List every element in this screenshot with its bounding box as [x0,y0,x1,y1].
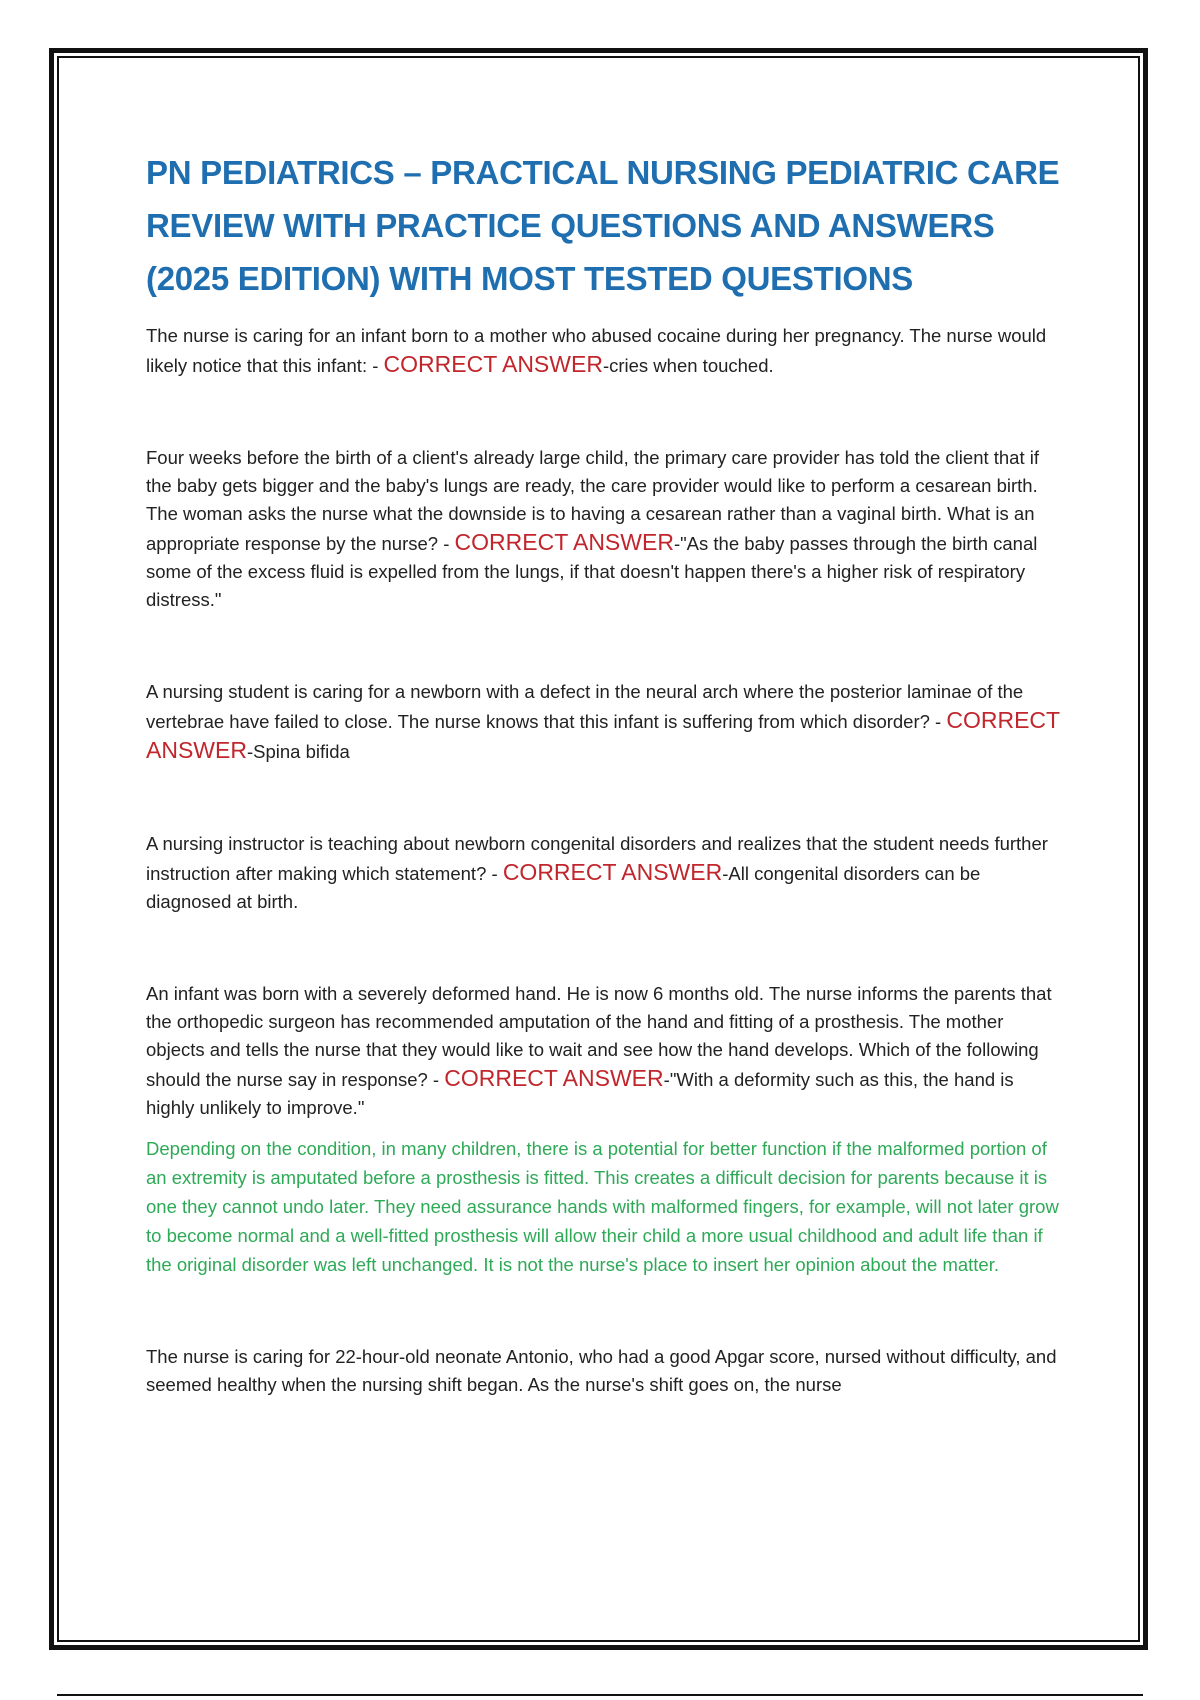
correct-answer-label: CORRECT ANSWER [146,707,1060,763]
question-5: An infant was born with a severely deformed hand. He is now 6 months old. The nurse informs the parents that the orthopedic surgeon has recommended amputation of the hand and fitting of a prosthesis. The mother objects and tells the nurse that they would like to wait and see how the hand develops. Which of the following should the nurse say in response? - CORRECT ANSWER-"With a deformity such as this, the hand is highly unlikely to improve." [146,983,1052,1118]
footer-rule [57,1694,1143,1696]
correct-answer-label: CORRECT ANSWER [454,529,674,555]
question-1-text: The nurse is caring for an infant born to a mother who abused cocaine during her pregnancy. The nurse would likely notice that this infant: [146,325,1047,376]
question-6 [146,1343,1061,1399]
question-3-answer: Spina bifida [253,741,350,762]
document-title: PN PEDIATRICS – PRACTICAL NURSING PEDIATRIC CARE REVIEW WITH PRACTICE QUESTIONS AND ANSWERS (2025 EDITION) WITH MOST TESTED QUESTIONS [146,154,1060,297]
question-5-explanation: Depending on the condition, in many children, there is a potential for better function if the malformed portion of an extremity is amputated before a prosthesis is fitted. This creates a difficult decision for parents because it is one they cannot undo later. They need assurance hands with malformed fingers, for example, will not later grow to become normal and a well-fitted prosthesis will allow their child a more usual childhood and adult life than if the original disorder was left unchanged. It is not the nurse's place to insert her opinion about the matter. [146,1138,1059,1275]
document-content [146,146,1061,1399]
question-6-text: The nurse is caring for 22-hour-old neonate Antonio, who had a good Apgar score, nursed without difficulty, and seemed healthy when the nursing shift began. As the nurse's shift goes on, the nurse [146,1346,1057,1395]
question-5-answer: "With a deformity such as this, the hand is highly unlikely to improve." [146,1069,1014,1118]
question-4-text: A nursing instructor is teaching about newborn congenital disorders and realizes that the student needs further instruction after making which statement? [146,833,1048,884]
question-1: The nurse is caring for an infant born to a mother who abused cocaine during her pregnancy. The nurse would likely notice that this infant: - CORRECT ANSWER-cries when touched. [146,325,1047,377]
correct-answer-label: CORRECT ANSWER [383,351,603,377]
question-2-text: Four weeks before the birth of a client's already large child, the primary care provider has told the client that if the baby gets bigger and the baby's lungs are ready, the care provider would like to perform a cesarean birth. The woman asks the nurse what the downside is to having a cesarean rather than a vaginal birth. What is an appropriate response by the nurse? [146,447,1040,554]
correct-answer-label: CORRECT ANSWER [444,1065,664,1091]
correct-answer-label: CORRECT ANSWER [502,859,723,885]
question-4: A nursing instructor is teaching about newborn congenital disorders and realizes that the student needs further instruction after making which statement? - CORRECT ANSWER-All congenital disorders can be diagnosed at birth. [146,833,1048,912]
question-5-text: An infant was born with a severely deformed hand. He is now 6 months old. The nurse informs the parents that the orthopedic surgeon has recommended amputation of the hand and fitting of a prosthesis. The mother objects and tells the nurse that they would like to wait and see how the hand develops. Which of the following should the nurse say in response? [146,983,1052,1090]
question-3: A nursing student is caring for a newborn with a defect in the neural arch where the posterior laminae of the vertebrae have failed to close. The nurse knows that this infant is suffering from which disorder? - CORRECT ANSWER-Spina bifida [146,681,1060,763]
question-2-answer: "As the baby passes through the birth canal some of the excess fluid is expelled from the lungs, if that doesn't happen there's a higher risk of respiratory distress." [146,533,1038,610]
question-4-answer: All congenital disorders can be diagnosed at birth. [146,863,981,912]
question-2: Four weeks before the birth of a client's already large child, the primary care provider has told the client that if the baby gets bigger and the baby's lungs are ready, the care provider would like to perform a cesarean birth. The woman asks the nurse what the downside is to having a cesarean rather than a vaginal birth. What is an appropriate response by the nurse? - CORRECT ANSWER-"As the baby passes through the birth canal some of the excess fluid is expelled from the lungs, if that doesn't happen there's a higher risk of respiratory distress." [146,447,1040,610]
question-3-text: A nursing student is caring for a newborn with a defect in the neural arch where the posterior laminae of the vertebrae have failed to close. The nurse knows that this infant is suffering from which disorder? [146,681,1024,732]
question-1-answer: cries when touched. [609,355,774,376]
